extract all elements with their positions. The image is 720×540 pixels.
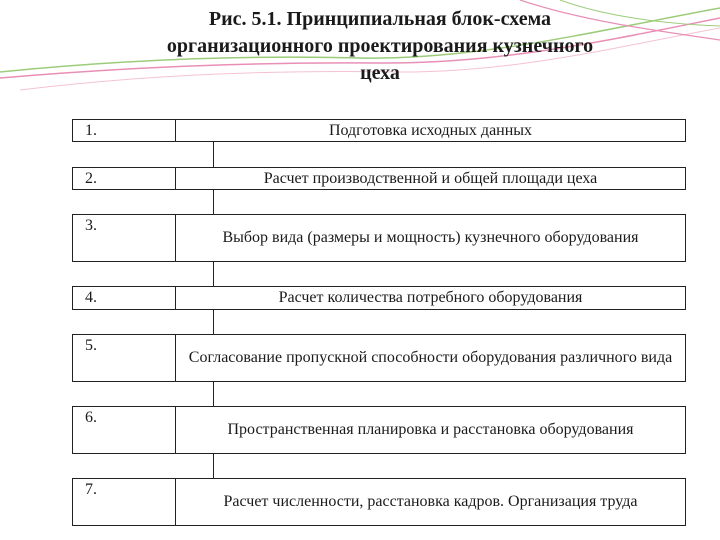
step-row-3 xyxy=(72,214,686,262)
connector-2-3 xyxy=(213,190,214,214)
step-box-3 xyxy=(176,214,686,262)
step-number-1: 1. xyxy=(72,119,176,142)
title-line-1: Рис. 5.1. Принципиальная блок-схема xyxy=(208,8,552,30)
step-box-5 xyxy=(176,334,686,382)
step-row-4 xyxy=(72,286,686,310)
step-row-7 xyxy=(72,478,686,526)
step-row-2 xyxy=(72,167,686,190)
step-text-6: Пространственная планировка и расстановка оборудования xyxy=(227,421,634,438)
step-number-7: 7. xyxy=(72,478,176,526)
page-title xyxy=(100,6,660,87)
step-text-3: Выбор вида (размеры и мощность) кузнечного оборудования xyxy=(222,229,639,246)
connector-4-5 xyxy=(213,310,214,334)
title-line-3: цеха xyxy=(360,62,400,84)
step-number-3: 3. xyxy=(72,214,176,262)
step-box-4 xyxy=(176,286,686,310)
step-text-4: Расчет количества потребного оборудования xyxy=(278,289,583,306)
step-number-5: 5. xyxy=(72,334,176,382)
step-box-6 xyxy=(176,406,686,454)
step-row-1 xyxy=(72,119,686,142)
step-text-7: Расчет численности, расстановка кадров. Организация труда xyxy=(223,493,638,510)
step-text-5: Согласование пропускной способности оборудования различного вида xyxy=(188,349,673,366)
step-row-6 xyxy=(72,406,686,454)
step-row-5 xyxy=(72,334,686,382)
step-number-4: 4. xyxy=(72,286,176,310)
step-number-6: 6. xyxy=(72,406,176,454)
connector-5-6 xyxy=(213,382,214,406)
step-number-2: 2. xyxy=(72,167,176,190)
connector-6-7 xyxy=(213,454,214,478)
step-box-7 xyxy=(176,478,686,526)
step-text-1: Подготовка исходных данных xyxy=(328,121,533,139)
connector-1-2 xyxy=(213,142,214,167)
step-text-2: Расчет производственной и общей площади цеха xyxy=(263,169,598,187)
connector-3-4 xyxy=(213,262,214,286)
step-box-2 xyxy=(176,167,686,190)
step-box-1 xyxy=(176,119,686,142)
title-line-2: организационного проектирования кузнечного xyxy=(166,35,594,57)
